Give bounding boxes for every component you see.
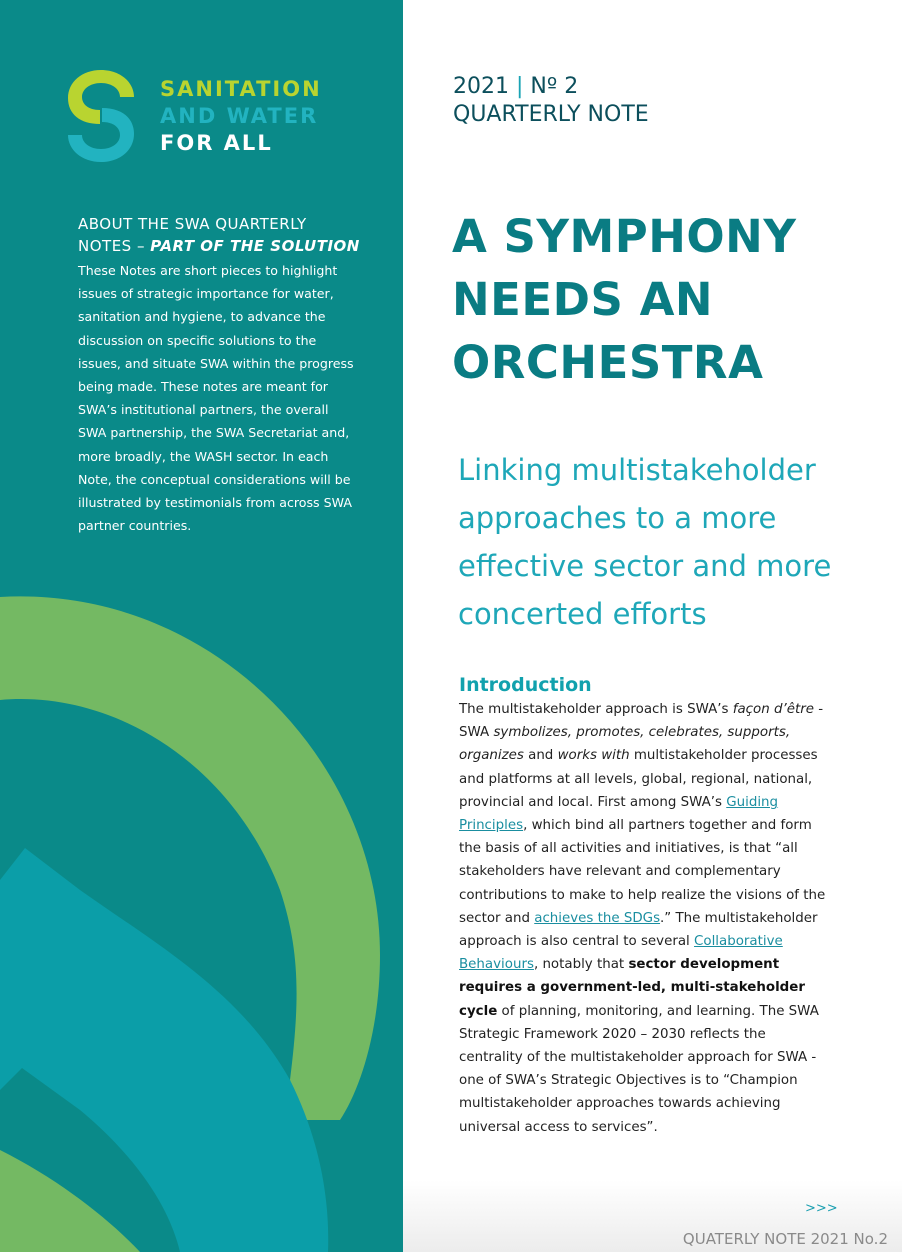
intro-italic: symbolizes, promotes, celebrates, supports, organizes: [459, 725, 791, 764]
footer-label: QUATERLY NOTE 2021 No.2: [682, 1230, 888, 1248]
page-subtitle: Linking multistakeholder approaches to a more effective sector and more concerted efforts: [458, 453, 832, 631]
intro-text: - SWA: [459, 702, 824, 741]
intro-text: , which bind all partners together and form the basis of all activities and initiatives, is that “all stakeholders have relevant and complementary contributions to make to help realize the visions of the sector and: [459, 818, 826, 926]
about-body-text: These Notes are short pieces to highlight issues of strategic importance for water, sanitation and hygiene, to advance the discussion on specific solutions to the issues, and situate SWA within the progress being made. These notes are meant for SWA’s institutional partners, the overall SWA partnership, the SWA Secretariat and, more broadly, the WASH sector. In each Note, the conceptual considerations will be illustrated by testimonials from across SWA partner countries.: [78, 263, 354, 534]
about-heading-prefix: NOTES –: [78, 237, 151, 255]
title-line-2: NEEDS AN: [452, 273, 714, 326]
issue-number-line: [453, 73, 649, 101]
intro-italic: façon d’être: [732, 702, 814, 717]
introduction-heading: Introduction: [459, 674, 592, 696]
swa-logo-icon: [66, 66, 136, 166]
issue-number: Nº 2: [530, 74, 579, 99]
intro-text: .” The multistakeholder approach is also central to several: [459, 910, 818, 950]
logo-line-sanitation: SANITATION: [160, 77, 322, 101]
title-line-1: A SYMPHONY: [452, 210, 797, 263]
achieves-sdgs-link[interactable]: achieves the SDGs: [534, 910, 661, 926]
page-title: [452, 205, 892, 394]
issue-separator: |: [516, 74, 524, 99]
logo-line-water: AND WATER: [160, 104, 319, 128]
intro-text: multistakeholder processes and platforms at all levels, global, regional, national, provincial and local. First among SWA’s: [459, 748, 818, 810]
logo-line-for-all: FOR ALL: [160, 131, 273, 155]
next-page-arrow[interactable]: >>>: [805, 1201, 838, 1216]
issue-header: [453, 73, 649, 129]
intro-text: , notably that: [533, 957, 629, 973]
intro-text: The multistakeholder approach is SWA’s: [459, 702, 733, 717]
intro-bold: sector development requires a government-led, multi-stakeholder cycle: [459, 957, 805, 1019]
intro-text: of planning, monitoring, and learning. The SWA Strategic Framework 2020 – 2030 reflects the centrality of the multistakeholder approach for SWA - one of SWA’s Strategic Objectives is to “Champion multistakeholder approaches towards achieving universal access to services”.: [459, 1003, 819, 1135]
intro-text: and: [523, 748, 558, 764]
about-heading-line2: [78, 235, 368, 257]
introduction-paragraph: [459, 698, 831, 1139]
about-heading-line1: ABOUT THE SWA QUARTERLY: [78, 215, 307, 233]
guiding-principles-link[interactable]: Guiding Principles: [459, 794, 779, 834]
decorative-shapes: [0, 0, 403, 1252]
issue-label: QUARTERLY NOTE: [453, 102, 649, 127]
about-heading: [78, 213, 368, 257]
issue-year: 2021: [453, 74, 509, 99]
about-heading-subtitle: PART OF THE SOLUTION: [150, 237, 360, 255]
logo-wordmark: [160, 76, 322, 157]
intro-italic: works with: [557, 748, 630, 764]
left-sidebar-panel: [0, 0, 403, 1252]
title-line-3: ORCHESTRA: [452, 336, 764, 389]
collaborative-behaviours-link[interactable]: Collaborative Behaviours: [459, 934, 783, 973]
